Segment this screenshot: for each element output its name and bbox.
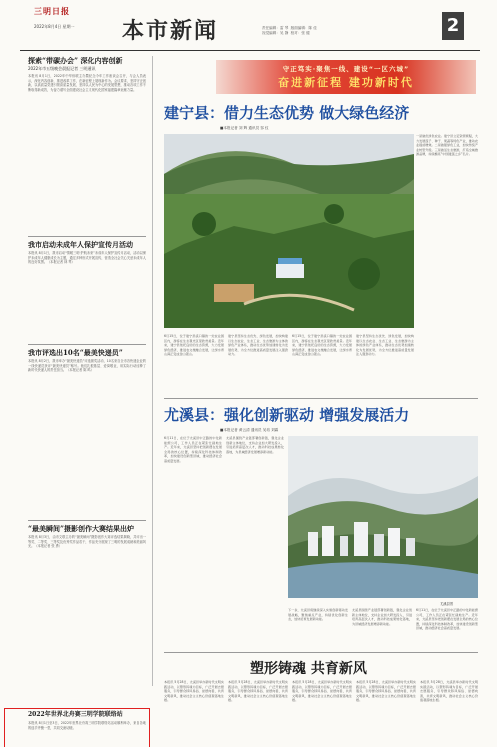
section-title: 本市新闻	[122, 18, 219, 44]
story3-body-col5: 本报讯 5月28日，尤溪县举办新时代文明实践活动，以塑形铸魂为目标，广泛开展志愿服务，引导群众移风易俗、崇德向善，共育文明新风，推动社会主义核心价值观落地生根。	[420, 680, 478, 703]
article-body: 本报讯 8月1日，2022年中华侨联主办暨纪念今年工作座谈会召开，与会人员表示，深化内容创新，推进改革工作，在新征程上展现新作为。会议要求，坚持守正创新，以高质量党建引领高质量发展，坚持以人民为中心的发展思想，推动各项工作不断取得新成效，为奋力谱写全面建设社会主义现代化国家福建篇章贡献力量。	[28, 74, 146, 92]
story1-body-col1: 6月15日，位于建宁县溪口镇的一处农业园区内，游客在生态观光区里欣赏美景。近年来，建宁县依托良好的生态资源，大力发展绿色经济，推进农文旅融合发展，让绿水青山真正变成金山银山。	[164, 334, 224, 357]
article-title: 探索“带碳办会” 深化内容创新	[28, 56, 123, 65]
masthead-rule	[20, 50, 480, 51]
article-subtitle: 2022年市五级晚会晨报记者 三明通讯	[28, 66, 96, 71]
story1-body-side: 一是做优绿色农业。建宁县立足资源禀赋，大力发展莲子、种子、果蔬等特色产业，推动农业提质增效。二是做强绿色工业，加快传统产业转型升级。三是做活生态旅游，打造全域旅游品牌，持续擦亮“中国建莲之乡”名片。	[416, 134, 478, 157]
divider	[164, 652, 478, 653]
campaign-banner	[216, 60, 476, 94]
story2-body-col1: 6月11日，在位于尤溪县中正路的中化新能源公司，工作人员正在紧张忙碌地生产。近年来，尤溪县坚持把创新摆在发展全局的核心位置，持续深化科技体制改革，加快建设创新型县域，推动经济社会高质量发展。	[164, 436, 222, 463]
story2-body-col2: 尤溪县围绕产业链部署创新链，强化企业创新主体地位，支持企业加大研发投入，引进培育高层次人才，推动科技成果转化落地，为县域经济发展增添新动能。	[226, 436, 284, 454]
article-title: 2022年世界北舟赛三明学院联络站	[28, 711, 123, 718]
article-body: 本报讯 8月1日至3日，2022年世界北舟赛三明学院联络站活动顺利举办，来自各地的选手齐聚一堂，共同交流切磋。	[28, 721, 146, 730]
story1-body-col2: 建宁县坚持生态优先、绿色发展，加快构建以生态农业、生态工业、生态旅游为主体的绿色产业体系，推动生态优势加速转化为发展优势，为全方位推进高质量发展注入强劲动力。	[228, 334, 288, 357]
story3-body-col1: 本报讯 5月28日，尤溪县举办新时代文明实践活动，以塑形铸魂为目标，广泛开展志愿服务，引导群众移风易俗、崇德向善，共育文明新风，推动社会主义核心价值观落地生根。	[164, 680, 224, 703]
publication-date: 2022年8月4日 星期一	[34, 24, 75, 29]
story1-body-col3: 6月15日，位于建宁县溪口镇的一处农业园区内，游客在生态观光区里欣赏美景。近年来，建宁县依托良好的生态资源，大力发展绿色经济，推进农文旅融合发展，让绿水青山真正变成金山银山。	[292, 334, 352, 357]
divider	[164, 398, 478, 399]
story3-body-col2: 本报讯 5月28日，尤溪县举办新时代文明实践活动，以塑形铸魂为目标，广泛开展志愿服务，引导群众移风易俗、崇德向善，共育文明新风，推动社会主义核心价值观落地生根。	[228, 680, 288, 703]
story1-photo	[164, 134, 414, 328]
divider	[28, 344, 146, 345]
article-title: “最美瞬间”摄影创作大赛结果出炉	[28, 524, 135, 533]
brand-logo: 三明日报	[34, 7, 70, 16]
column-divider	[152, 56, 153, 686]
story2-byline: ■本报记者 黄云清 通讯员 吴培 刘霖	[220, 428, 279, 432]
story1-byline: ■本报记者 刘 辉 通讯员 邹 仪	[220, 126, 269, 130]
article-title: 我市启动未成年人保护宣传月活动	[28, 240, 133, 249]
story2-photo	[288, 436, 478, 598]
article-minor-protection[interactable]	[28, 240, 146, 343]
banner-slogan: 奋进新征程 建功新时代	[278, 76, 414, 89]
editor-credits: 责任编辑：雷 琴 版面编辑：陈 佳 视觉编辑：吴 静 校对：张 健	[262, 26, 317, 35]
banner-tagline: 守正笃实·聚焦一线、建设“一区六城”	[282, 65, 410, 73]
photo-caption: 尤溪县景	[440, 602, 454, 606]
story3-body-col3: 本报讯 5月28日，尤溪县举办新时代文明实践活动，以塑形铸魂为目标，广泛开展志愿服务，引导群众移风易俗、崇德向善，共育文明新风，推动社会主义核心价值观落地生根。	[292, 680, 352, 703]
article-title: 我市评选出10名“最美快递员”	[28, 348, 123, 357]
article-courier-awards[interactable]	[28, 348, 146, 519]
divider	[28, 236, 146, 237]
feature-area	[160, 56, 480, 746]
story3-body-col4: 本报讯 5月28日，尤溪县举办新时代文明实践活动，以塑形铸魂为目标，广泛开展志愿服务，引导群众移风易俗、崇德向善，共育文明新风，推动社会主义核心价值观落地生根。	[356, 680, 416, 703]
story2-body-col4: 尤溪县围绕产业链部署创新链，强化企业创新主体地位，支持企业加大研发投入，引进培育高层次人才，推动科技成果转化落地，为县域经济发展增添新动能。	[352, 608, 412, 626]
article-content-innovation[interactable]	[28, 56, 146, 186]
story2-body-col5: 6月11日，在位于尤溪县中正路的中化新能源公司，工作人员正在紧张忙碌地生产。近年来，尤溪县坚持把创新摆在发展全局的核心位置，持续深化科技体制改革，加快建设创新型县域，推动经济社会高质量发展。	[416, 608, 478, 631]
story3-headline[interactable]: 塑形铸魂 共育新风	[250, 661, 367, 677]
article-photo-contest[interactable]	[28, 524, 146, 685]
highlight-box	[4, 708, 150, 747]
page-number: 2	[442, 12, 464, 40]
divider	[28, 520, 146, 521]
story2-headline[interactable]: 尤溪县：强化创新驱动 增强发展活力	[164, 406, 410, 424]
story1-headline[interactable]: 建宁县：借力生态优势 做大绿色经济	[164, 104, 410, 122]
story1-body-col4: 建宁县坚持生态优先、绿色发展，加快构建以生态农业、生态工业、生态旅游为主体的绿色产业体系，推动生态优势加速转化为发展优势，为全方位推进高质量发展注入强劲动力。	[356, 334, 414, 357]
article-body: 本报讯 8月1日，我市启动“情暖三明·护航未来”未成年人保护宣传月活动，活动以保护未成年人健康成长为主题，通过多种形式开展宣传，营造全社会关心关爱未成年人的良好氛围。（本报记者 林 琴）	[28, 251, 146, 265]
left-column	[28, 56, 146, 730]
article-body: 本报讯 8月2日，我市举办“最美快递员”评选颁奖活动，10名来自全市各快递企业的一线快递员获评“最美快递员”称号。他们扎根基层、爱岗敬业，用实际行动诠释了新时代快递人的责任担当。（本报记者 陈 鸣）	[28, 359, 146, 373]
masthead	[0, 0, 497, 52]
article-body: 本报讯 8月3日，由市文联主办的“最美瞬间”摄影创作大赛评选结果揭晓，共评出一等奖、二等奖、三等奖及优秀奖作品若干，作品充分展现了三明的发展成就和美丽风光。（本报记者 张 勇）	[28, 535, 146, 549]
story2-body-col3: 下一步，尤溪县将继续深入实施创新驱动发展战略，聚焦重点产业，持续优化创新生态，加快培育发展新动能。	[288, 608, 348, 622]
